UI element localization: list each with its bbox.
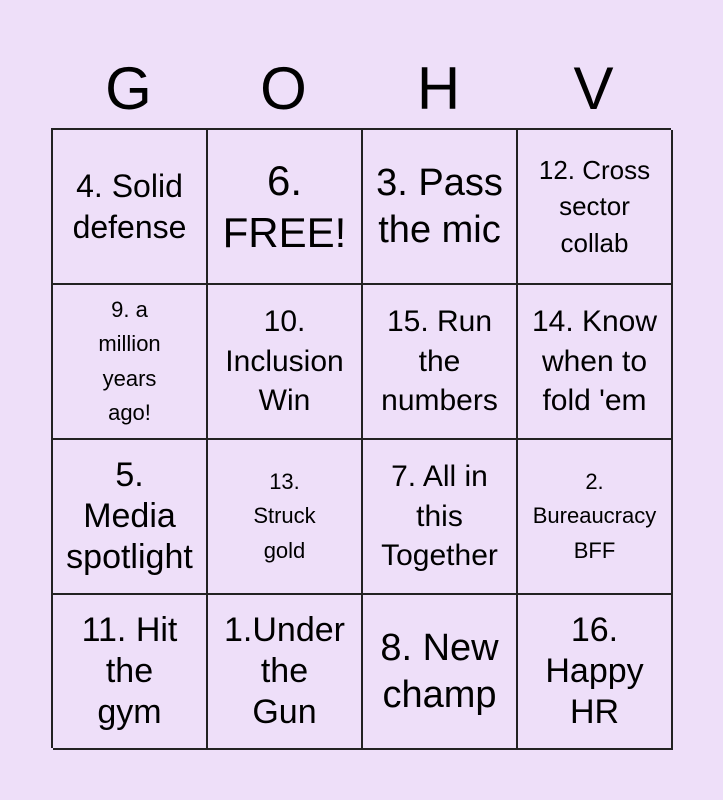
bingo-board: [51, 128, 671, 748]
bingo-cell-r3c1[interactable]: 5. Media spotlight: [53, 440, 208, 595]
bingo-cell-r3c3[interactable]: 7. All in this Together: [363, 440, 518, 595]
bingo-cell-r2c1[interactable]: 9. a million years ago!: [53, 285, 208, 440]
bingo-cell-r4c2[interactable]: 1.Under the Gun: [208, 595, 363, 750]
header-letter-v: V: [573, 55, 614, 122]
bingo-cell-r2c3[interactable]: 15. Run the numbers: [363, 285, 518, 440]
bingo-cell-r3c2[interactable]: 13. Struck gold: [208, 440, 363, 595]
header-letter-h: H: [416, 55, 461, 122]
bingo-cell-r1c2[interactable]: 6. FREE!: [208, 130, 363, 285]
bingo-header: [51, 50, 671, 128]
bingo-cell-r1c1[interactable]: 4. Solid defense: [53, 130, 208, 285]
bingo-cell-r4c4[interactable]: 16. Happy HR: [518, 595, 673, 750]
header-letter-o: O: [260, 55, 307, 122]
bingo-cell-r1c3[interactable]: 3. Pass the mic: [363, 130, 518, 285]
bingo-cell-r2c2[interactable]: 10. Inclusion Win: [208, 285, 363, 440]
header-letter-g: G: [105, 55, 152, 122]
bingo-cell-r3c4[interactable]: 2. Bureaucracy BFF: [518, 440, 673, 595]
bingo-cell-r4c3[interactable]: 8. New champ: [363, 595, 518, 750]
bingo-cell-r2c4[interactable]: 14. Know when to fold 'em: [518, 285, 673, 440]
bingo-cell-r1c4[interactable]: 12. Cross sector collab: [518, 130, 673, 285]
bingo-cell-r4c1[interactable]: 11. Hit the gym: [53, 595, 208, 750]
